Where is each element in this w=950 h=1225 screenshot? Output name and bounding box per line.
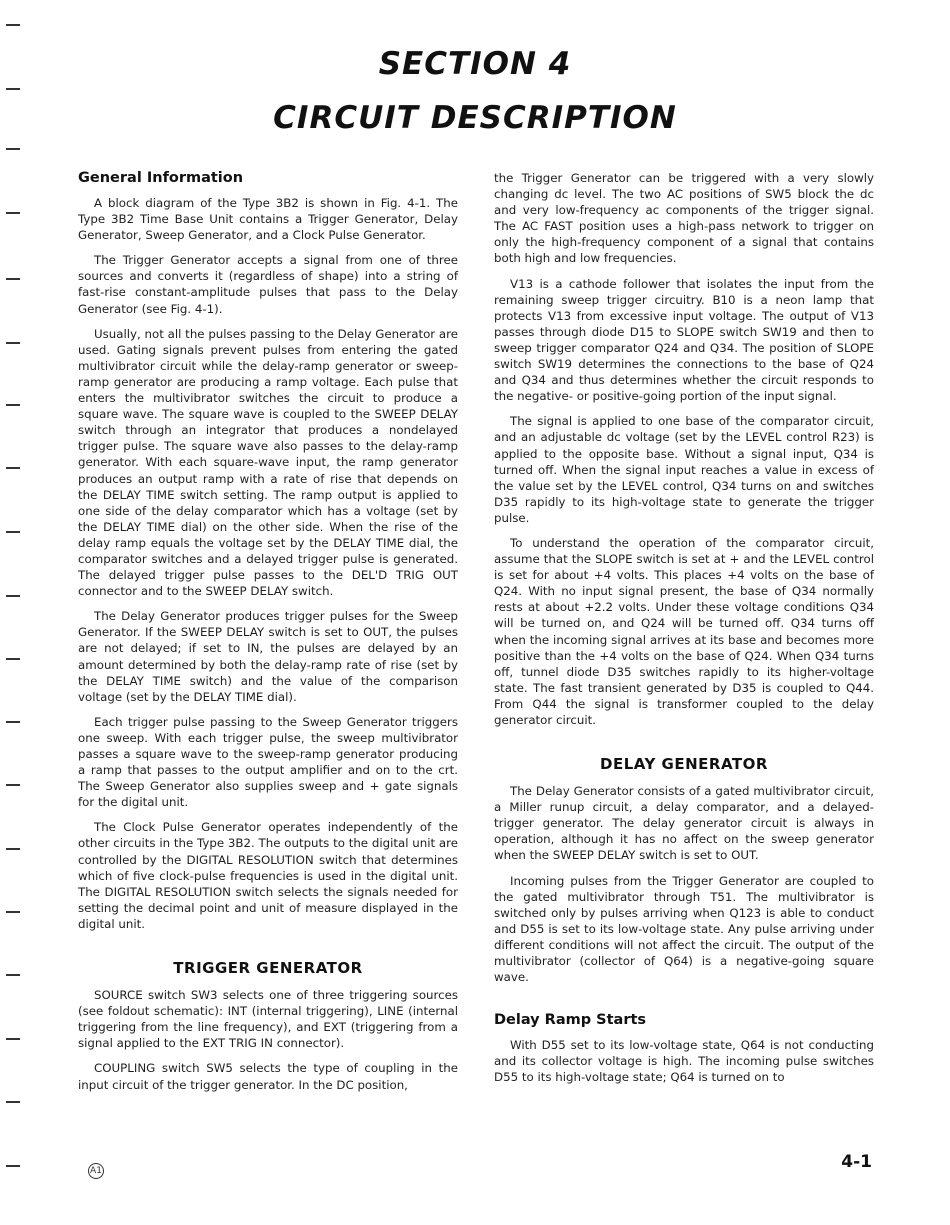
trigger-paragraph-continued: the Trigger Generator can be triggered with a very slowly changing dc level. The two AC positions of SW5 block the dc and very low-frequency ac components of the trigger signal. The AC FAST position uses a high-pass network to trigger on only the high-frequency component of a signal that contains both high and low frequencies. [494,171,874,266]
section-heading: SECTION 4 [378,46,572,82]
trigger-paragraph: To understand the operation of the comparator circuit, assume that the SLOPE switch is set at + and the LEVEL control is set for about +4 volts. This places +4 volts on the base of Q24. With no input signal present, the base of Q34 normally rests at about +2.2 volts. Under these voltage conditions Q34 will be turned on, and Q24 will be turned off. Q34 turns off when the incoming signal arrives at its base and becomes more positive than the +4 volts on the base of Q24. When Q34 turns off, tunnel diode D35 switches rapidly to its higher-voltage state. The fast transient generated by D35 is coupled to Q44. From Q44 the signal is transformer coupled to the delay generator circuit. [494,535,874,727]
trigger-generator-heading: TRIGGER GENERATOR [173,959,363,978]
general-paragraph: A block diagram of the Type 3B2 is shown in Fig. 4-1. The Type 3B2 Time Base Unit contains a Trigger Generator, Delay Generator, Sweep Generator, and a Clock Pulse Generator. [78,196,458,243]
page-number: 4-1 [841,1152,872,1172]
general-paragraph: The Delay Generator produces trigger pulses for the Sweep Generator. If the SWEEP DELAY switch is set to OUT, the pulses are not delayed; if set to IN, the pulses are delayed by an amount determined by both the delay-ramp rate of rise (set by the DELAY TIME switch) and the value of the comparison voltage (set by the DELAY TIME dial). [78,609,458,704]
trigger-paragraph: V13 is a cathode follower that isolates the input from the remaining sweep trigger circuitry. B10 is a neon lamp that protects V13 from excessive input voltage. The output of V13 passes through diode D15 to SLOPE switch SW19 and then to sweep trigger comparator Q24 and Q34. The position of SLOPE switch SW19 determines the connections to the base of Q24 and Q34 and thus determines whether the circuit responds to the negative- or positive-going portion of the input signal. [494,276,874,404]
trigger-paragraph: SOURCE switch SW3 selects one of three triggering sources (see foldout schematic): INT (internal triggering), LINE (internal triggering from the line frequency), and EXT (triggering from a signal applied to the EXT TRIG IN connector). [78,988,458,1051]
right-column [494,170,874,1095]
delay-paragraph: The Delay Generator consists of a gated multivibrator circuit, a Miller runup circuit, a delay comparator, and a delayed-trigger generator. The delay generator circuit is always in operation, although it has no affect on the sweep generator when the SWEEP DELAY switch is set to OUT. [494,784,874,863]
revision-mark: A1 [88,1163,104,1179]
general-information-heading: General Information [78,170,244,186]
trigger-paragraph: COUPLING switch SW5 selects the type of coupling in the input circuit of the trigger generator. In the DC position, [78,1061,458,1092]
general-paragraph: Usually, not all the pulses passing to the Delay Generator are used. Gating signals prevent pulses from entering the gated multivibrator circuit while the delay-ramp generator or sweep-ramp generator are producing a ramp voltage. Each pulse that enters the multivibrator switches the circuit to produce a square wave. The square wave is coupled to the SWEEP DELAY switch through an integrator that produces a nondelayed trigger pulse. The square wave also passes to the delay-ramp generator. With each square-wave input, the ramp generator produces an output ramp with a rate of rise that depends on the DELAY TIME switch setting. The ramp output is applied to one side of the delay comparator which has a voltage (set by the DELAY TIME dial) on the other side. When the rise of the delay ramp equals the voltage set by the DELAY TIME dial, the comparator switches and a delayed trigger pulse is generated. The delayed trigger pulse passes to the DEL'D TRIG OUT connector and to the SWEEP DELAY switch. [78,326,458,599]
general-paragraph: Each trigger pulse passing to the Sweep Generator triggers one sweep. With each trigger pulse, the sweep multivibrator passes a square wave to the sweep-ramp generator producing a ramp that passes to the output amplifier and on to the crt. The Sweep Generator also supplies sweep and + gate signals for the digital unit. [78,714,458,810]
delay-ramp-starts-heading: Delay Ramp Starts [494,1012,647,1029]
trigger-paragraph: The signal is applied to one base of the comparator circuit, and an adjustable dc voltage (set by the LEVEL control R23) is applied to the opposite base. Without a signal input, Q34 is turned off. When the signal input reaches a value in excess of the value set by the LEVEL control, Q34 turns on and switches D35 rapidly to its high-voltage state to generate the trigger pulse. [494,414,874,525]
page-title: CIRCUIT DESCRIPTION [273,100,677,136]
general-paragraph: The Trigger Generator accepts a signal from one of three sources and converts it (regardless of shape) into a string of fast-rise constant-amplitude pulses that pass to the Delay Generator (see Fig. 4-1). [78,253,458,316]
margin-tick-marks [0,0,30,1225]
ramp-paragraph: With D55 set to its low-voltage state, Q64 is not conducting and its collector voltage is high. The incoming pulse switches D55 to its high-voltage state; Q64 is turned on to [494,1038,874,1085]
delay-generator-heading: DELAY GENERATOR [600,755,768,774]
delay-paragraph: Incoming pulses from the Trigger Generator are coupled to the gated multivibrator through T51. The multivibrator is switched only by pulses arriving when Q123 is able to conduct and D55 is set to its low-voltage state. Any pulse arriving under different conditions will not affect the circuit. The output of the multivibrator (collector of Q64) is a negative-going square wave. [494,873,874,985]
general-paragraph: The Clock Pulse Generator operates independently of the other circuits in the Type 3B2. The outputs to the digital unit are controlled by the DIGITAL RESOLUTION switch that determines which of five clock-pulse frequencies is used in the digital unit. The DIGITAL RESOLUTION switch selects the signals needed for setting the decimal point and unit of measure displayed in the digital unit. [78,820,458,931]
left-column [78,170,458,1102]
